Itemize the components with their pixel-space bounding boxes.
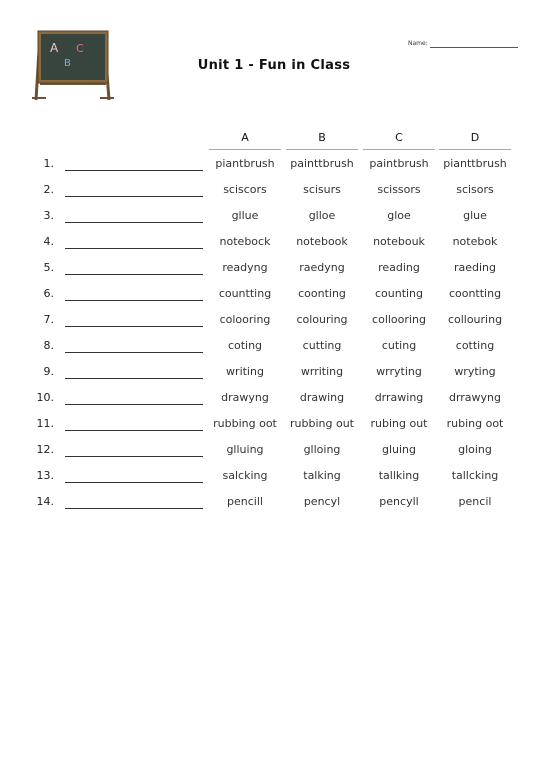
question-number: 1. bbox=[43, 157, 54, 170]
option-c: tallking bbox=[378, 469, 420, 482]
column-header-b: B bbox=[286, 131, 358, 150]
question-row bbox=[0, 182, 548, 208]
question-row bbox=[0, 156, 548, 182]
option-c: paintbrush bbox=[369, 157, 429, 170]
question-row bbox=[0, 364, 548, 390]
option-a: sciscors bbox=[223, 183, 267, 196]
question-number: 2. bbox=[43, 183, 54, 196]
answer-blank[interactable] bbox=[65, 508, 203, 509]
board-letter-a: A bbox=[50, 41, 59, 55]
question-row bbox=[0, 416, 548, 442]
option-a: writing bbox=[226, 365, 264, 378]
answer-blank[interactable] bbox=[65, 352, 203, 353]
option-c: notebouk bbox=[373, 235, 425, 248]
option-a: countting bbox=[218, 287, 272, 300]
question-row bbox=[0, 312, 548, 338]
question-row bbox=[0, 286, 548, 312]
answer-blank[interactable] bbox=[65, 222, 203, 223]
option-c: cuting bbox=[381, 339, 417, 352]
option-d: pencil bbox=[458, 495, 492, 508]
option-b: talking bbox=[303, 469, 341, 482]
option-c: pencyll bbox=[379, 495, 419, 508]
question-number: 7. bbox=[43, 313, 54, 326]
option-d: wryting bbox=[454, 365, 496, 378]
option-d: tallcking bbox=[451, 469, 499, 482]
option-a: piantbrush bbox=[215, 157, 275, 170]
question-row bbox=[0, 390, 548, 416]
question-row bbox=[0, 338, 548, 364]
answer-blank[interactable] bbox=[65, 274, 203, 275]
column-header-c: C bbox=[363, 131, 435, 150]
option-b: colouring bbox=[296, 313, 348, 326]
name-field[interactable] bbox=[408, 38, 518, 48]
answer-blank[interactable] bbox=[65, 430, 203, 431]
option-d: pianttbrush bbox=[443, 157, 507, 170]
option-b: cutting bbox=[302, 339, 342, 352]
option-b: glloe bbox=[308, 209, 336, 222]
answer-blank[interactable] bbox=[65, 482, 203, 483]
name-line[interactable] bbox=[430, 41, 518, 48]
option-c: wrryting bbox=[376, 365, 422, 378]
answer-blank[interactable] bbox=[65, 300, 203, 301]
option-a: salcking bbox=[222, 469, 268, 482]
option-a: pencill bbox=[227, 495, 263, 508]
option-c: gloe bbox=[387, 209, 411, 222]
option-b: glloing bbox=[303, 443, 341, 456]
question-row bbox=[0, 494, 548, 520]
option-a: glluing bbox=[226, 443, 264, 456]
option-c: counting bbox=[374, 287, 424, 300]
question-number: 13. bbox=[36, 469, 54, 482]
question-row bbox=[0, 234, 548, 260]
option-d: cotting bbox=[455, 339, 495, 352]
question-number: 4. bbox=[43, 235, 54, 248]
option-b: painttbrush bbox=[290, 157, 354, 170]
question-row bbox=[0, 208, 548, 234]
option-b: notebook bbox=[296, 235, 348, 248]
option-c: reading bbox=[378, 261, 420, 274]
question-number: 5. bbox=[43, 261, 54, 274]
answer-blank[interactable] bbox=[65, 196, 203, 197]
option-d: glue bbox=[463, 209, 487, 222]
question-number: 8. bbox=[43, 339, 54, 352]
option-a: drawyng bbox=[221, 391, 269, 404]
question-number: 14. bbox=[36, 495, 54, 508]
answer-blank[interactable] bbox=[65, 378, 203, 379]
question-number: 12. bbox=[36, 443, 54, 456]
answer-blank[interactable] bbox=[65, 456, 203, 457]
answer-blank[interactable] bbox=[65, 248, 203, 249]
answer-blank[interactable] bbox=[65, 170, 203, 171]
option-b: coonting bbox=[298, 287, 346, 300]
option-d: coontting bbox=[448, 287, 502, 300]
option-a: gllue bbox=[231, 209, 259, 222]
option-d: scisors bbox=[456, 183, 494, 196]
answer-blank[interactable] bbox=[65, 404, 203, 405]
option-c: drrawing bbox=[374, 391, 424, 404]
answer-blank[interactable] bbox=[65, 326, 203, 327]
option-a: colooring bbox=[219, 313, 271, 326]
question-row bbox=[0, 442, 548, 468]
question-number: 9. bbox=[43, 365, 54, 378]
option-b: raedyng bbox=[299, 261, 345, 274]
column-header-d: D bbox=[439, 131, 511, 150]
option-d: raeding bbox=[453, 261, 497, 274]
option-c: rubing out bbox=[370, 417, 428, 430]
question-number: 6. bbox=[43, 287, 54, 300]
option-a: rubbing oot bbox=[213, 417, 277, 430]
option-b: wrriting bbox=[300, 365, 344, 378]
option-d: gloing bbox=[458, 443, 492, 456]
board-letter-b: B bbox=[64, 58, 71, 69]
option-b: pencyl bbox=[303, 495, 341, 508]
question-number: 3. bbox=[43, 209, 54, 222]
option-a: readyng bbox=[222, 261, 268, 274]
question-number: 11. bbox=[36, 417, 54, 430]
option-c: collooring bbox=[372, 313, 426, 326]
option-a: coting bbox=[227, 339, 263, 352]
question-number: 10. bbox=[36, 391, 54, 404]
column-header-a: A bbox=[209, 131, 281, 150]
option-d: rubing oot bbox=[446, 417, 504, 430]
worksheet-title: Unit 1 - Fun in Class bbox=[197, 58, 351, 73]
option-b: scisurs bbox=[303, 183, 341, 196]
option-d: drrawyng bbox=[448, 391, 502, 404]
option-b: drawing bbox=[299, 391, 345, 404]
question-row bbox=[0, 260, 548, 286]
option-d: notebok bbox=[452, 235, 498, 248]
option-c: gluing bbox=[381, 443, 417, 456]
option-b: rubbing out bbox=[290, 417, 354, 430]
question-row bbox=[0, 468, 548, 494]
option-c: scissors bbox=[377, 183, 421, 196]
name-label: Name: bbox=[408, 40, 428, 47]
option-d: collouring bbox=[447, 313, 503, 326]
option-a: notebock bbox=[219, 235, 271, 248]
board-letter-c: C bbox=[76, 42, 84, 55]
